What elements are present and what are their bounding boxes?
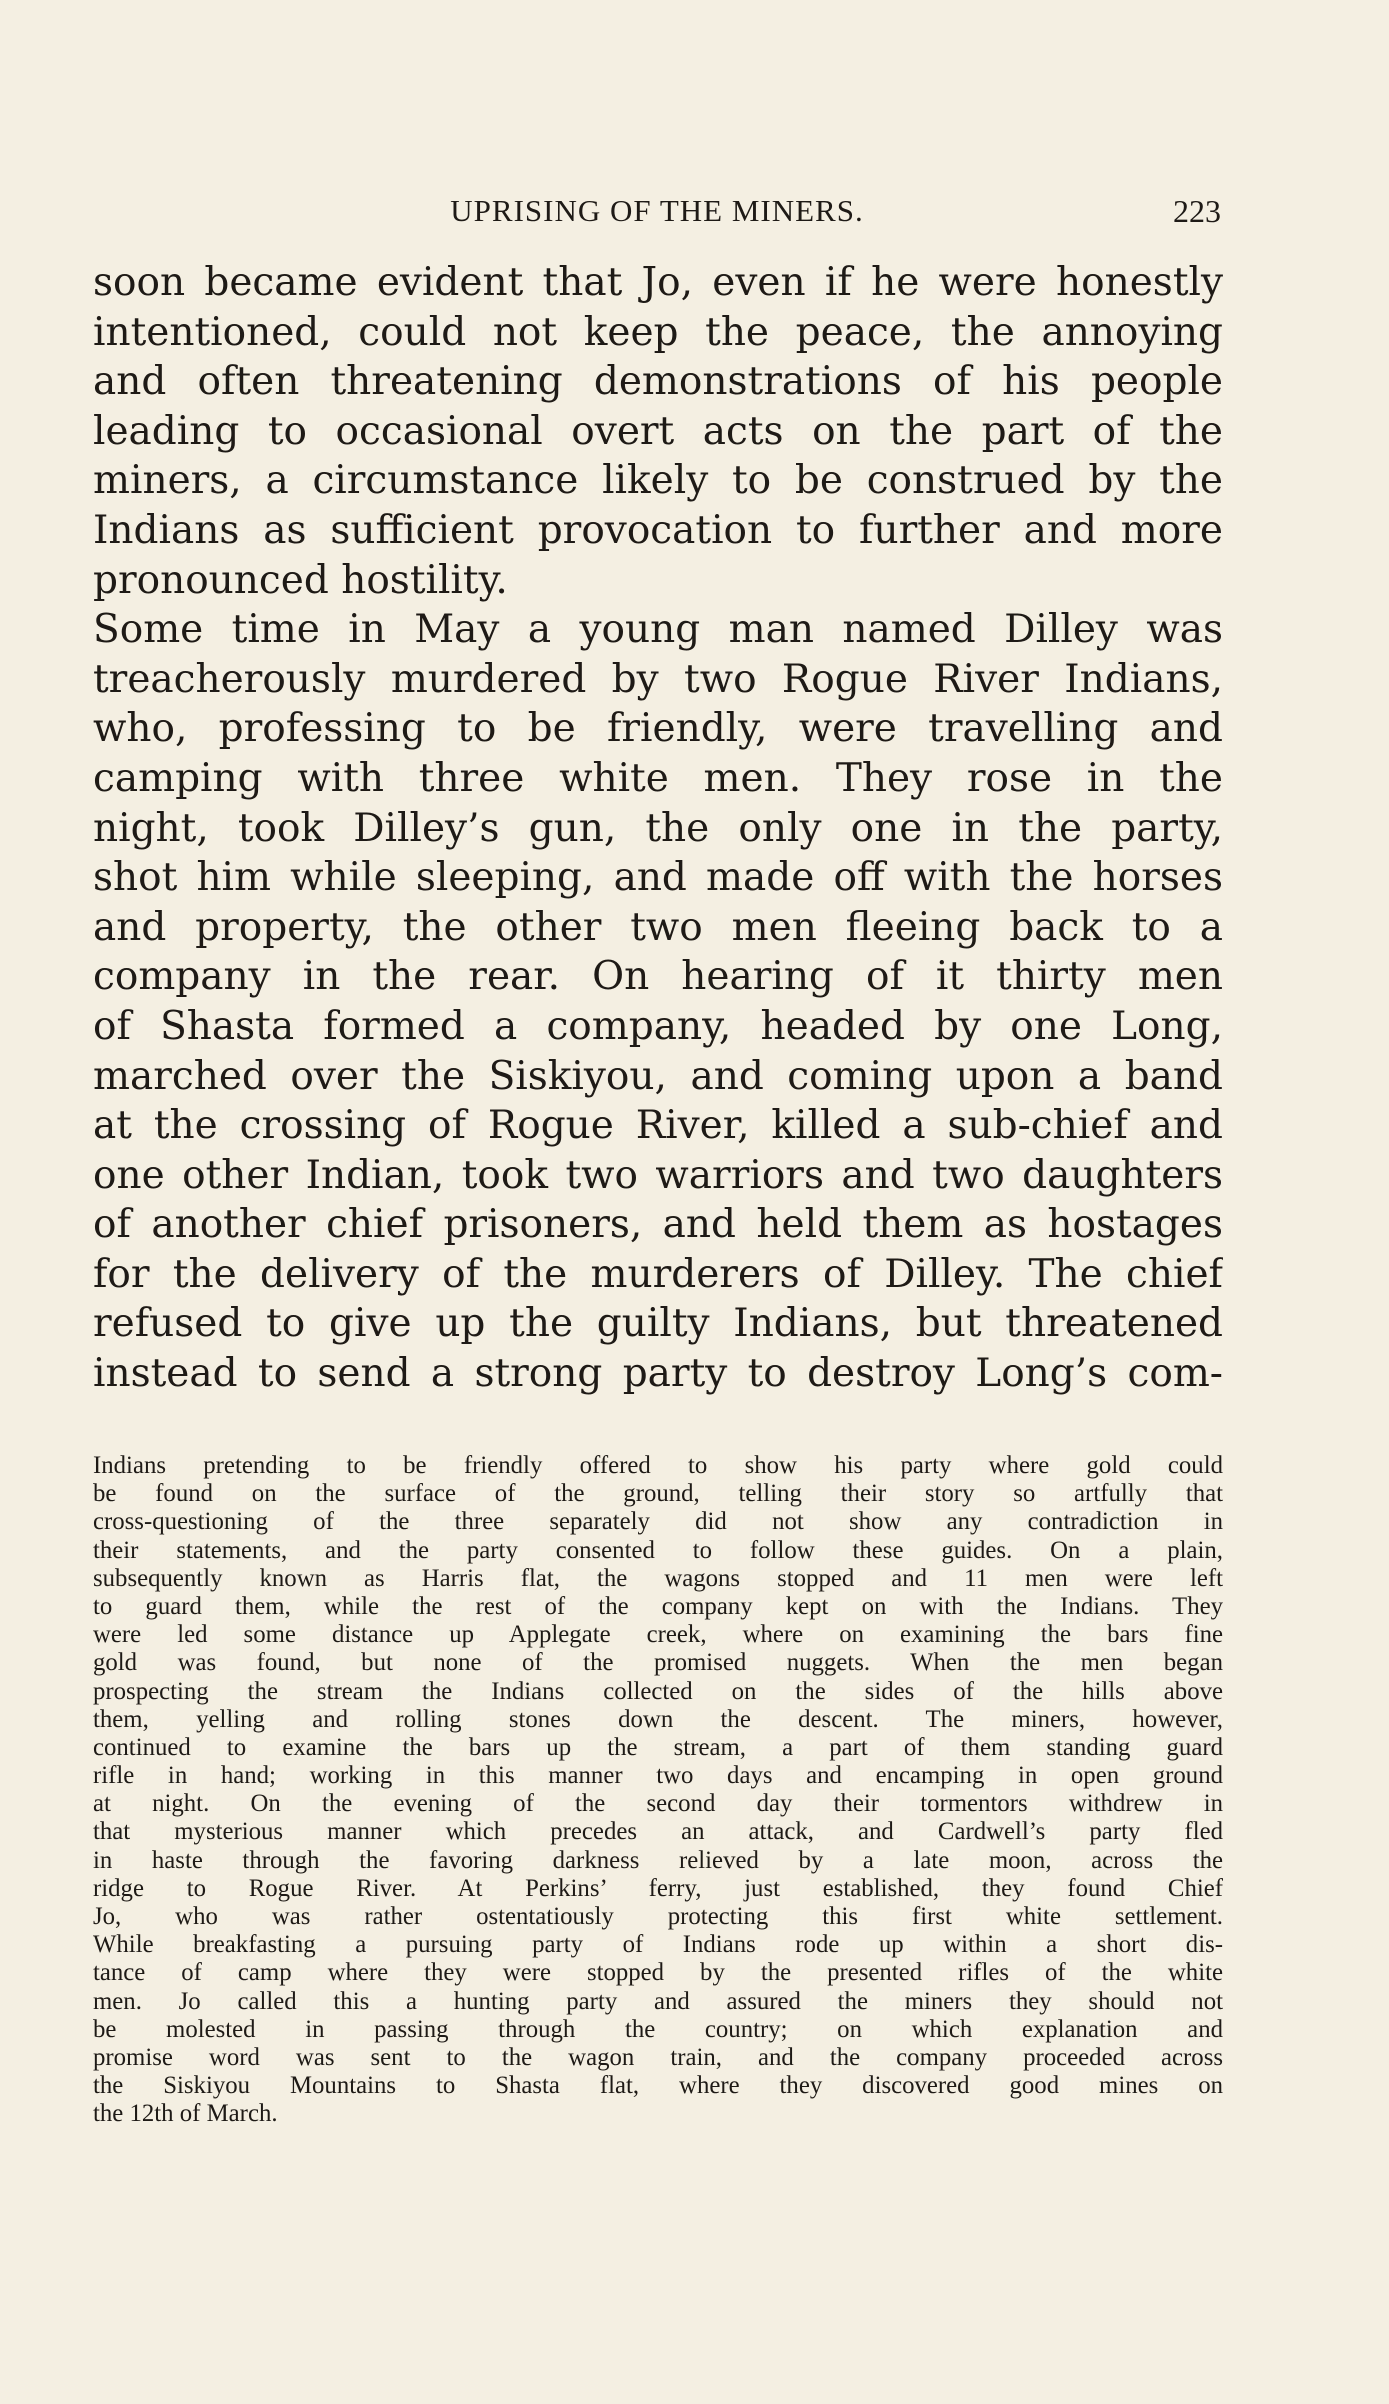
body-line: refused to give up the guilty Indians, but threatened [93,1301,1223,1347]
footnote-line: them, yelling and rolling stones down the descent. The miners, however, [93,1705,1223,1733]
footnote-line: rifle in hand; working in this manner two days and encamping in open ground [93,1762,1223,1790]
body-line: at the crossing of Rogue River, killed a sub-chief and [93,1103,1223,1149]
footnote-line: Indians pretending to be friendly offered to show his party where gold could [93,1452,1223,1479]
footnote-line: ridge to Rogue River. At Perkins’ ferry, just established, they found Chief [93,1874,1223,1902]
footnote-line: prospecting the stream the Indians collected on the sides of the hills above [93,1677,1223,1705]
running-head [93,193,1221,243]
body-line: treacherously murdered by two Rogue River Indians, [93,656,1223,702]
body-line: intentioned, could not keep the peace, the annoying [93,309,1223,355]
page-number: 223 [1173,193,1221,229]
body-line: of another chief prisoners, and held them as hostages [93,1202,1223,1248]
footnote-line: to guard them, while the rest of the company kept on with the Indians. They [93,1592,1223,1620]
footnote-line: tance of camp where they were stopped by the presented rifles of the white [93,1959,1223,1987]
body-line: night, took Dilley’s gun, the only one in the party, [93,805,1223,851]
body-text [93,258,1223,1399]
footnote-line: While breakfasting a pursuing party of Indians rode up within a short dis- [93,1931,1223,1959]
body-line: for the delivery of the murderers of Dilley. The chief [93,1251,1223,1297]
body-line: shot him while sleeping, and made off with the horses [93,855,1223,901]
footnote-line: promise word was sent to the wagon train, and the company proceeded across [93,2043,1223,2071]
footnote-line: their statements, and the party consented to follow these guides. On a plain, [93,1536,1223,1564]
body-line: of Shasta formed a company, headed by one Long, [93,1003,1223,1049]
footnote-line: in haste through the favoring darkness relieved by a late moon, across the [93,1846,1223,1874]
footnote-line: men. Jo called this a hunting party and assured the miners they should not [93,1987,1223,2015]
footnote-line: Jo, who was rather ostentatiously protecting this first white settlement. [93,1903,1223,1930]
body-line: Some time in May a young man named Dilley was [93,607,1223,653]
body-line: instead to send a strong party to destroy Long’s com- [93,1351,1223,1397]
footnote-line: cross-questioning of the three separately did not show any contradiction in [93,1508,1223,1536]
footnote-line: subsequently known as Harris flat, the wagons stopped and 11 men were left [93,1564,1223,1592]
body-line: miners, a circumstance likely to be construed by the [93,458,1223,504]
footnote-line: that mysterious manner which precedes an attack, and Cardwell’s party fled [93,1818,1223,1846]
body-line: leading to occasional overt acts on the part of the [93,408,1223,454]
body-line: who, professing to be friendly, were travelling and [93,706,1223,752]
footnote-line: at night. On the evening of the second day their tormentors withdrew in [93,1790,1223,1818]
body-line: camping with three white men. They rose in the [93,755,1223,801]
body-line: and often threatening demonstrations of his people [93,359,1223,405]
footnote [93,1452,1223,2129]
running-title: UPRISING OF THE MINERS. [450,193,864,228]
body-line: company in the rear. On hearing of it thirty men [93,954,1223,1000]
footnote-line: continued to examine the bars up the stream, a part of them standing guard [93,1733,1223,1761]
footnote-line: be found on the surface of the ground, telling their story so artfully that [93,1480,1223,1508]
body-line: one other Indian, took two warriors and two daughters [93,1152,1223,1198]
body-line: Indians as sufficient provocation to further and more [93,507,1223,553]
footnote-line: were led some distance up Applegate creek, where on examining the bars fine [93,1621,1223,1649]
body-line: pronounced hostility. [93,557,508,603]
footnote-line: gold was found, but none of the promised nuggets. When the men began [93,1649,1223,1677]
footnote-line: be molested in passing through the country; on which explanation and [93,2015,1223,2043]
body-line: soon became evident that Jo, even if he were honestly [93,260,1223,305]
body-line: marched over the Siskiyou, and coming upon a band [93,1053,1223,1099]
footnote-line: the 12th of March. [93,2100,278,2128]
body-line: and property, the other two men fleeing back to a [93,904,1223,950]
footnote-line: the Siskiyou Mountains to Shasta flat, where they discovered good mines on [93,2072,1223,2100]
